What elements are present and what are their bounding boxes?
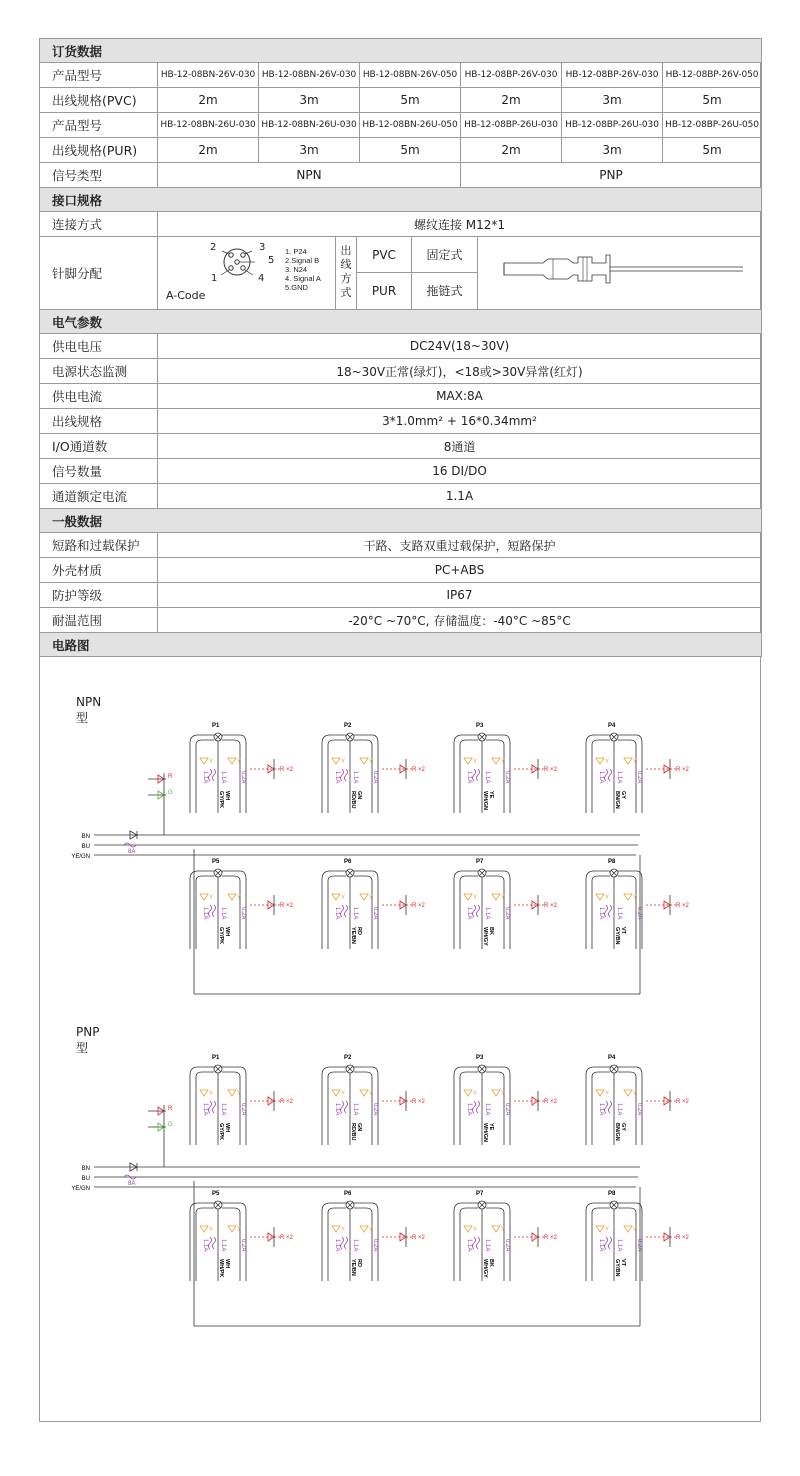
wire-color-code: GY/PK — [218, 927, 224, 945]
led-label: Y — [473, 1227, 478, 1233]
led-label: Y — [501, 759, 506, 765]
spec-row: 短路和过载保护 干路、支路双重过载保护，短路保护 — [40, 533, 762, 558]
fuse-icon — [609, 1237, 612, 1249]
led-label: G — [168, 1122, 173, 1128]
wire-color-code: RD — [356, 927, 362, 935]
current-label: 1.1A — [484, 1103, 490, 1116]
yellow-led-icon — [596, 894, 604, 900]
port-label: P7 — [476, 1191, 484, 1197]
current-label: 0.2A — [636, 1239, 642, 1252]
current-label: 0.2A — [372, 771, 378, 784]
yellow-led-icon — [624, 1090, 632, 1096]
yellow-led-icon — [360, 1090, 368, 1096]
fuse-icon — [609, 769, 612, 781]
wire-color-code: GY — [620, 791, 626, 799]
current-label: 1.1A — [616, 1239, 622, 1252]
port-label: P4 — [608, 1055, 616, 1061]
port-label: P6 — [344, 859, 352, 865]
pnp-circuit-diagram — [71, 1051, 720, 1351]
led-label: Y — [209, 1227, 214, 1233]
yellow-led-icon — [464, 1090, 472, 1096]
current-label: 1.1A — [616, 907, 622, 920]
pnp-title: PNP型 — [76, 1025, 100, 1055]
led-label: Y — [605, 1091, 610, 1097]
wire-color-code: WH/GY — [482, 927, 488, 946]
wire-color-code: WH/GN — [482, 791, 488, 810]
fuse-icon — [609, 1101, 612, 1113]
led-label: R — [168, 1106, 173, 1112]
spec-row: 电源状态监测 18~30V正常(绿灯)，<18或>30V异常(红灯) — [40, 359, 762, 384]
led-label: Y — [369, 1227, 374, 1233]
wire-color-code: RD/BU — [350, 791, 356, 809]
wire-color-code: BK — [488, 927, 494, 935]
port-label: P8 — [608, 1191, 616, 1197]
pin-number: 3 — [259, 242, 266, 253]
yellow-led-icon — [228, 894, 236, 900]
spec-row: 供电电压 DC24V(18~30V) — [40, 334, 762, 359]
port-label: P4 — [608, 723, 616, 729]
wire-color-code: BN/GN — [614, 791, 620, 809]
current-label: 1.1A — [334, 771, 340, 784]
fuse-icon — [345, 905, 348, 917]
spec-table — [39, 38, 762, 657]
spec-sheet — [39, 38, 761, 1422]
pin-assignment-cell: 2 3 5 1 4 A-Code 1. P24 2.Signal B 3. N24 4. Signal A 5.GND 出 线 方 式 PVC 固定式 PUR 拖链式 — [158, 237, 762, 310]
fuse-icon — [477, 1237, 480, 1249]
current-label: 0.2A — [504, 1239, 510, 1252]
npn-title: NPN型 — [76, 695, 102, 725]
led-label: Y — [473, 895, 478, 901]
current-label: 1.1A — [466, 907, 472, 920]
yellow-led-icon — [200, 1226, 208, 1232]
current-label: 0.2A — [372, 1239, 378, 1252]
wire-color-code: WH — [224, 1259, 230, 1269]
spec-row: 供电电流 MAX:8A — [40, 384, 762, 409]
yellow-led-icon — [200, 758, 208, 764]
current-label: 0.2A — [372, 1103, 378, 1116]
current-label: 0.2A — [504, 771, 510, 784]
current-label: 0.2A — [636, 771, 642, 784]
led-label: Y — [237, 759, 242, 765]
led-label: Y — [473, 759, 478, 765]
led-label: Y — [341, 1227, 346, 1233]
spec-row: 信号数量 16 DI/DO — [40, 459, 762, 484]
current-label: 0.2A — [504, 1103, 510, 1116]
wire-color-code: YE/BN — [350, 927, 356, 944]
section-circuit: 电路图 — [40, 633, 762, 657]
led-label: Y — [605, 759, 610, 765]
yellow-led-icon — [228, 758, 236, 764]
current-label: 0.2A — [636, 907, 642, 920]
wire-color-code: GY/BN — [614, 1259, 620, 1277]
wire-color-code: WH — [224, 791, 230, 801]
wire-color-code: WH/GY — [482, 1259, 488, 1278]
bus-label: BN — [81, 834, 90, 840]
led-label: R ×2 — [544, 767, 557, 773]
fuse-icon — [213, 905, 216, 917]
current-label: 1.1A — [220, 907, 226, 920]
led-label: R ×2 — [676, 767, 689, 773]
port-label: P6 — [344, 1191, 352, 1197]
yellow-led-icon — [332, 894, 340, 900]
fuse-icon — [213, 1237, 216, 1249]
bus-label: BU — [81, 844, 90, 850]
led-label: Y — [501, 895, 506, 901]
current-label: 1.1A — [466, 1103, 472, 1116]
connection-row: 连接方式 螺纹连接 M12*1 — [40, 212, 762, 237]
led-label: Y — [209, 1091, 214, 1097]
yellow-led-icon — [596, 1226, 604, 1232]
fuse-icon — [345, 1101, 348, 1113]
yellow-led-icon — [332, 1226, 340, 1232]
cable-connector-icon — [488, 237, 748, 309]
yellow-led-icon — [464, 1226, 472, 1232]
current-label: 1.1A — [220, 1239, 226, 1252]
wire-color-code: GY/PK — [218, 791, 224, 809]
port-label: P2 — [344, 1055, 352, 1061]
current-label: 0.2A — [372, 907, 378, 920]
current-label: 1.1A — [352, 771, 358, 784]
bus-label: BN — [81, 1166, 90, 1172]
yellow-led-icon — [492, 894, 500, 900]
led-label: Y — [209, 759, 214, 765]
bus-label: YE/GN — [71, 1186, 90, 1192]
wire-color-code: WH/PK — [218, 1259, 224, 1278]
led-label: Y — [369, 1091, 374, 1097]
yellow-led-icon — [492, 758, 500, 764]
order-row: 产品型号 HB-12-08BN-26V-030 HB-12-08BN-26V-030 HB-12-08BN-26V-050 HB-12-08BP-26V-030 HB-12-08BP-26V-030 HB-12-08BP-26V-050 — [40, 63, 762, 88]
led-label: R ×2 — [676, 903, 689, 909]
yellow-led-icon — [228, 1090, 236, 1096]
current-label: 1.1A — [598, 771, 604, 784]
yellow-led-icon — [596, 1090, 604, 1096]
current-label: 1.1A — [484, 907, 490, 920]
led-label: R — [168, 774, 173, 780]
led-label: Y — [501, 1227, 506, 1233]
spec-row: 通道额定电流 1.1A — [40, 484, 762, 509]
yellow-led-icon — [624, 758, 632, 764]
current-label: 0.2A — [240, 771, 246, 784]
current-label: 0.2A — [504, 907, 510, 920]
led-label: Y — [633, 1227, 638, 1233]
port-label: P3 — [476, 1055, 484, 1061]
fuse-icon — [477, 1101, 480, 1113]
led-label: Y — [605, 895, 610, 901]
section-interface: 接口规格 — [40, 188, 762, 212]
current-label: 1.1A — [202, 907, 208, 920]
current-label: 1.1A — [466, 771, 472, 784]
led-label: R ×2 — [280, 903, 293, 909]
led-label: R ×2 — [280, 1099, 293, 1105]
wire-color-code: GY — [620, 1123, 626, 1131]
current-label: 1.1A — [352, 1239, 358, 1252]
spec-row: 外壳材质 PC+ABS — [40, 558, 762, 583]
fuse-icon — [609, 905, 612, 917]
current-label: 1.1A — [352, 907, 358, 920]
spec-row: 防护等级 IP67 — [40, 583, 762, 608]
led-label: Y — [209, 895, 214, 901]
pin-row: 针脚分配 2 3 5 1 4 A-Code 1. P24 2.Signal B 3. N24 4. Signal A 5.GND 出 线 方 式 PVC 固定式 PUR 拖链式 — [40, 237, 762, 310]
current-label: 1.1A — [598, 1239, 604, 1252]
current-label: 1.1A — [202, 1103, 208, 1116]
fuse-icon — [477, 769, 480, 781]
wire-color-code: WH — [224, 1123, 230, 1133]
pin-number: 5 — [268, 255, 275, 266]
led-label: Y — [605, 1227, 610, 1233]
wire-color-code: BN/GN — [614, 1123, 620, 1141]
fuse-icon — [213, 1101, 216, 1113]
current-label: 1.1A — [334, 907, 340, 920]
led-label: Y — [633, 1091, 638, 1097]
bus-label: YE/GN — [71, 854, 90, 860]
a-code-label: A-Code — [166, 289, 206, 302]
yellow-led-icon — [360, 758, 368, 764]
fuse-icon — [345, 769, 348, 781]
yellow-led-icon — [624, 1226, 632, 1232]
wire-color-code: YE/BN — [350, 1259, 356, 1276]
led-label: R ×2 — [412, 767, 425, 773]
current-label: 1.1A — [220, 1103, 226, 1116]
pin-number: 2 — [210, 242, 217, 253]
led-label: Y — [369, 759, 374, 765]
led-label: R ×2 — [280, 767, 293, 773]
section-order: 订货数据 — [40, 39, 762, 63]
order-row: 出线规格(PUR) 2m 3m 5m 2m 3m 5m — [40, 138, 762, 163]
yellow-led-icon — [332, 758, 340, 764]
wire-color-code: BK — [488, 1259, 494, 1267]
wire-color-code: WH/GN — [482, 1123, 488, 1142]
wire-color-code: RD — [356, 1259, 362, 1267]
wire-color-code: WH — [224, 927, 230, 937]
wire-color-code: GY/PK — [218, 1123, 224, 1141]
port-label: P5 — [212, 859, 220, 865]
led-label: R ×2 — [676, 1099, 689, 1105]
led-label: R ×2 — [676, 1235, 689, 1241]
current-label: 1.1A — [466, 1239, 472, 1252]
led-label: R ×2 — [544, 1099, 557, 1105]
current-label: 1.1A — [202, 771, 208, 784]
led-label: Y — [341, 895, 346, 901]
current-label: 0.2A — [240, 1103, 246, 1116]
led-label: R ×2 — [412, 1099, 425, 1105]
yellow-led-icon — [200, 1090, 208, 1096]
led-label: R ×2 — [544, 1235, 557, 1241]
led-label: Y — [237, 895, 242, 901]
wire-color-code: VT — [620, 927, 626, 935]
pin-list: 1. P24 2.Signal B 3. N24 4. Signal A 5.GND — [285, 247, 321, 292]
yellow-led-icon — [464, 758, 472, 764]
led-label: Y — [237, 1091, 242, 1097]
wire-color-code: YE — [488, 791, 494, 799]
wire-color-code: GN — [356, 791, 362, 800]
order-row: 产品型号 HB-12-08BN-26U-030 HB-12-08BN-26U-030 HB-12-08BN-26U-050 HB-12-08BP-26U-030 HB-12-08BP-26U-030 HB-12-08BP-26U-050 — [40, 113, 762, 138]
port-label: P1 — [212, 723, 220, 729]
current-label: 1.1A — [202, 1239, 208, 1252]
order-row: 出线规格(PVC) 2m 3m 5m 2m 3m 5m — [40, 88, 762, 113]
port-label: P2 — [344, 723, 352, 729]
yellow-led-icon — [360, 894, 368, 900]
led-label: Y — [341, 759, 346, 765]
yellow-led-icon — [228, 1226, 236, 1232]
yellow-led-icon — [624, 894, 632, 900]
bus-label: BU — [81, 1176, 90, 1182]
led-label: R ×2 — [544, 903, 557, 909]
current-label: 1.1A — [334, 1103, 340, 1116]
current-label: 1.1A — [598, 1103, 604, 1116]
pin-number: 1 — [211, 273, 218, 284]
port-label: P3 — [476, 723, 484, 729]
led-label: Y — [369, 895, 374, 901]
led-label: Y — [341, 1091, 346, 1097]
wire-color-code: YE — [488, 1123, 494, 1131]
wire-color-code: RD/BU — [350, 1123, 356, 1141]
fuse-label: 8A — [128, 1181, 136, 1187]
port-label: P7 — [476, 859, 484, 865]
signal-type-row: 信号类型 NPN PNP — [40, 163, 762, 188]
yellow-led-icon — [492, 1226, 500, 1232]
yellow-led-icon — [360, 1226, 368, 1232]
led-label: R ×2 — [412, 1235, 425, 1241]
fuse-icon — [213, 769, 216, 781]
port-label: P8 — [608, 859, 616, 865]
port-label: P1 — [212, 1055, 220, 1061]
led-label: Y — [473, 1091, 478, 1097]
led-label: Y — [633, 895, 638, 901]
current-label: 0.2A — [240, 1239, 246, 1252]
led-label: G — [168, 790, 173, 796]
port-label: P5 — [212, 1191, 220, 1197]
led-label: R ×2 — [280, 1235, 293, 1241]
wire-color-code: GN — [356, 1123, 362, 1132]
pin-number: 4 — [258, 273, 265, 284]
current-label: 0.2A — [636, 1103, 642, 1116]
led-label: Y — [633, 759, 638, 765]
current-label: 1.1A — [616, 1103, 622, 1116]
yellow-led-icon — [332, 1090, 340, 1096]
yellow-led-icon — [200, 894, 208, 900]
fuse-icon — [477, 905, 480, 917]
wire-color-code: GY/BN — [614, 927, 620, 945]
fuse-icon — [345, 1237, 348, 1249]
fuse-label: 8A — [128, 849, 136, 855]
outlet-method-label: 出 线 方 式 — [335, 237, 357, 309]
led-label: R ×2 — [412, 903, 425, 909]
spec-row: 出线规格 3*1.0mm² + 16*0.34mm² — [40, 409, 762, 434]
current-label: 0.2A — [240, 907, 246, 920]
current-label: 1.1A — [598, 907, 604, 920]
current-label: 1.1A — [334, 1239, 340, 1252]
yellow-led-icon — [596, 758, 604, 764]
yellow-led-icon — [464, 894, 472, 900]
current-label: 1.1A — [352, 1103, 358, 1116]
current-label: 1.1A — [484, 1239, 490, 1252]
section-electrical: 电气参数 — [40, 310, 762, 334]
current-label: 1.1A — [616, 771, 622, 784]
spec-row: 耐温范围 -20°C ~70°C, 存储温度：-40°C ~85°C — [40, 608, 762, 633]
wire-color-code: VT — [620, 1259, 626, 1267]
spec-row: I/O通道数 8通道 — [40, 434, 762, 459]
led-label: Y — [501, 1091, 506, 1097]
npn-circuit-diagram — [71, 719, 720, 1009]
current-label: 1.1A — [220, 771, 226, 784]
section-general: 一般数据 — [40, 509, 762, 533]
current-label: 1.1A — [484, 771, 490, 784]
yellow-led-icon — [492, 1090, 500, 1096]
led-label: Y — [237, 1227, 242, 1233]
